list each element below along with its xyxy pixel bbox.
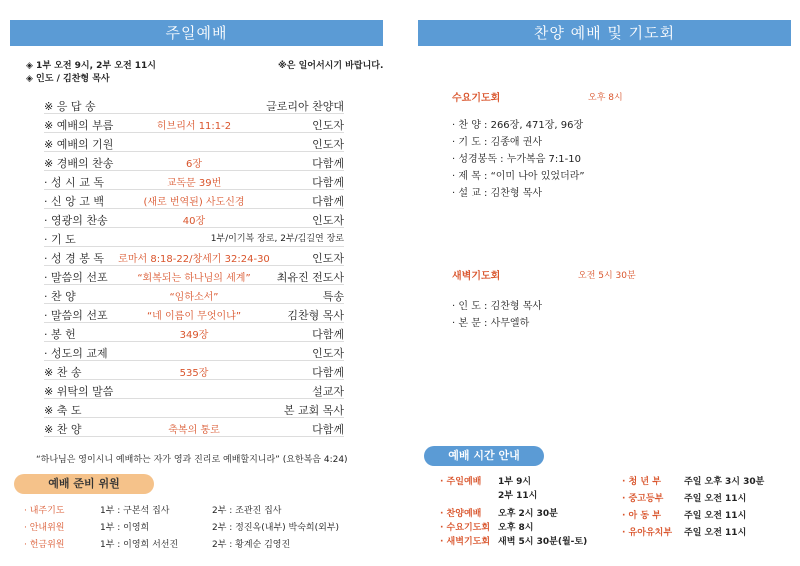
order-content: 교독문 39번 xyxy=(166,178,222,189)
right-title: 찬양 예배 및 기도회 xyxy=(533,24,676,42)
wed-line: · 제 목 : “이미 나아 있었더라” xyxy=(452,171,585,182)
schedule-value: 새벽 5시 30분(월-토) xyxy=(498,537,588,547)
wed-time: 오후 8시 xyxy=(588,93,623,103)
order-row xyxy=(44,399,344,418)
schedule-value: 주일 오전 11시 xyxy=(684,511,747,521)
wed-line: · 기 도 : 김종애 권사 xyxy=(452,137,543,148)
order-item: · 말씀의 선포 xyxy=(44,309,108,322)
prep-part1: 1부 : 이영희 xyxy=(100,523,150,533)
order-content: “네 이름이 무엇이냐” xyxy=(147,311,241,322)
prep-label: · 내주기도 xyxy=(24,506,65,516)
order-leader: 설교자 xyxy=(312,385,344,398)
prep-label: · 헌금위원 xyxy=(24,540,65,550)
order-leader: 인도자 xyxy=(312,138,344,151)
schedule-label: · 아 동 부 xyxy=(622,511,661,521)
order-leader: 인도자 xyxy=(312,252,344,265)
order-row xyxy=(44,323,344,342)
prep-part1: 1부 : 이영희 서선진 xyxy=(100,540,179,550)
prep-part2: 2부 : 정진옥(내부) 박숙희(외부) xyxy=(212,523,340,533)
wed-line: · 설 교 : 김찬형 목사 xyxy=(452,188,543,199)
order-item: ※ 응 답 송 xyxy=(44,100,96,113)
order-row xyxy=(44,95,344,114)
order-leader: 다함께 xyxy=(312,195,344,208)
right-header xyxy=(418,20,791,46)
order-item: · 기 도 xyxy=(44,233,76,246)
order-content: 축복의 통로 xyxy=(168,425,220,436)
dawn-title: 새벽기도회 xyxy=(452,271,501,282)
order-row xyxy=(44,247,344,266)
order-row xyxy=(44,380,344,399)
schedule-value: 오후 2시 30분 xyxy=(498,509,558,519)
schedule-value: 2부 11시 xyxy=(498,491,538,501)
order-leader: 다함께 xyxy=(312,157,344,170)
order-content: “회복되는 하나님의 세계” xyxy=(137,273,251,284)
schedule-label: · 새벽기도회 xyxy=(440,537,491,547)
leader-info: ◈ 인도 / 김찬형 목사 xyxy=(26,74,110,84)
schedule-label: · 청 년 부 xyxy=(622,477,661,487)
order-item: · 찬 양 xyxy=(44,290,76,303)
schedule-title: 예배 시간 안내 xyxy=(424,446,544,466)
dawn-time: 오전 5시 30분 xyxy=(578,271,636,281)
order-row xyxy=(44,114,344,133)
order-row xyxy=(44,361,344,380)
order-row xyxy=(44,418,344,437)
order-item: · 말씀의 선포 xyxy=(44,271,108,284)
order-leader: 본 교회 목사 xyxy=(283,404,344,417)
order-row xyxy=(44,342,344,361)
schedule-label: · 찬양예배 xyxy=(440,509,482,519)
order-item: ※ 예배의 부름 xyxy=(44,119,114,132)
order-leader: 다함께 xyxy=(312,423,344,436)
order-content: 6장 xyxy=(185,159,203,170)
wed-title: 수요기도회 xyxy=(452,93,501,104)
order-item: ※ 축 도 xyxy=(44,404,82,417)
order-row xyxy=(44,285,344,304)
order-row xyxy=(44,209,344,228)
prep-part2: 2부 : 조관진 집사 xyxy=(212,506,282,516)
order-item: ※ 찬 양 xyxy=(44,423,82,436)
order-row xyxy=(44,266,344,285)
prep-part2: 2부 : 황계순 김영진 xyxy=(212,540,291,550)
schedule-value: 오후 8시 xyxy=(498,523,534,533)
order-item: ※ 찬 송 xyxy=(44,366,82,379)
order-row xyxy=(44,152,344,171)
order-content: (새로 번역된) 사도신경 xyxy=(143,197,245,208)
schedule-label: · 수요기도회 xyxy=(440,523,491,533)
wed-line: · 찬 양 : 266장, 471장, 96장 xyxy=(452,120,584,131)
schedule-value: 주일 오전 11시 xyxy=(684,494,747,504)
dawn-line: · 본 문 : 사무엘하 xyxy=(452,318,530,329)
schedule-value: 주일 오후 3시 30분 xyxy=(684,477,765,487)
order-row xyxy=(44,190,344,209)
order-leader: 김찬형 목사 xyxy=(287,309,344,322)
order-item: ※ 위탁의 말씀 xyxy=(44,385,114,398)
order-content: 히브리서 11:1-2 xyxy=(156,121,232,132)
order-item: · 성도의 교제 xyxy=(44,347,108,360)
wed-line: · 성경봉독 : 누가복음 7:1-10 xyxy=(452,154,581,165)
order-leader: 다함께 xyxy=(312,328,344,341)
order-leader: 다함께 xyxy=(312,366,344,379)
order-item: · 신 앙 고 백 xyxy=(44,195,104,208)
prep-title: 예배 준비 위원 xyxy=(14,474,154,494)
order-leader: 인도자 xyxy=(312,119,344,132)
order-content: 로마서 8:18-22/창세기 32:24-30 xyxy=(118,254,270,265)
order-item: · 성 경 봉 독 xyxy=(44,252,104,265)
order-row xyxy=(44,228,344,247)
order-item: · 성 시 교 독 xyxy=(44,176,104,189)
order-item: ※ 경배의 찬송 xyxy=(44,157,114,170)
prep-part1: 1부 : 구본석 집사 xyxy=(100,506,170,516)
order-item: ※ 예배의 기원 xyxy=(44,138,114,151)
standing-note: ※은 일어서시기 바랍니다. xyxy=(278,61,384,71)
order-leader: 최유진 전도사 xyxy=(276,271,344,284)
order-content: 40장 xyxy=(182,216,206,227)
left-header xyxy=(10,20,383,46)
prep-label: · 안내위원 xyxy=(24,523,65,533)
schedule-value: 주일 오전 11시 xyxy=(684,528,747,538)
order-content: 349장 xyxy=(179,330,209,341)
order-content: “임하소서” xyxy=(169,292,219,303)
order-leader: 다함께 xyxy=(312,176,344,189)
order-leader: 인도자 xyxy=(312,214,344,227)
order-leader: 인도자 xyxy=(312,347,344,360)
schedule-value: 1부 9시 xyxy=(498,477,532,487)
order-item: · 봉 헌 xyxy=(44,328,76,341)
dawn-line: · 인 도 : 김찬형 목사 xyxy=(452,301,543,312)
order-row xyxy=(44,171,344,190)
order-leader: 특송 xyxy=(322,290,344,303)
order-row xyxy=(44,133,344,152)
schedule-label: · 주일예배 xyxy=(440,477,482,487)
service-info: ◈ 1부 오전 9시, 2부 오전 11시 xyxy=(26,61,157,71)
left-title: 주일예배 xyxy=(165,24,228,42)
order-leader: 글로리아 찬양대 xyxy=(266,100,344,113)
order-row xyxy=(44,304,344,323)
schedule-label: · 중고등부 xyxy=(622,494,664,504)
order-item: · 영광의 찬송 xyxy=(44,214,108,227)
schedule-label: · 유아유치부 xyxy=(622,528,673,538)
order-content: 535장 xyxy=(179,368,209,379)
bible-verse: “하나님은 영이시니 예배하는 자가 영과 진리로 예배할지니라” (요한복음 4:24) xyxy=(36,455,348,465)
order-leader: 1부/이기복 장로, 2부/김길연 장로 xyxy=(210,234,344,244)
